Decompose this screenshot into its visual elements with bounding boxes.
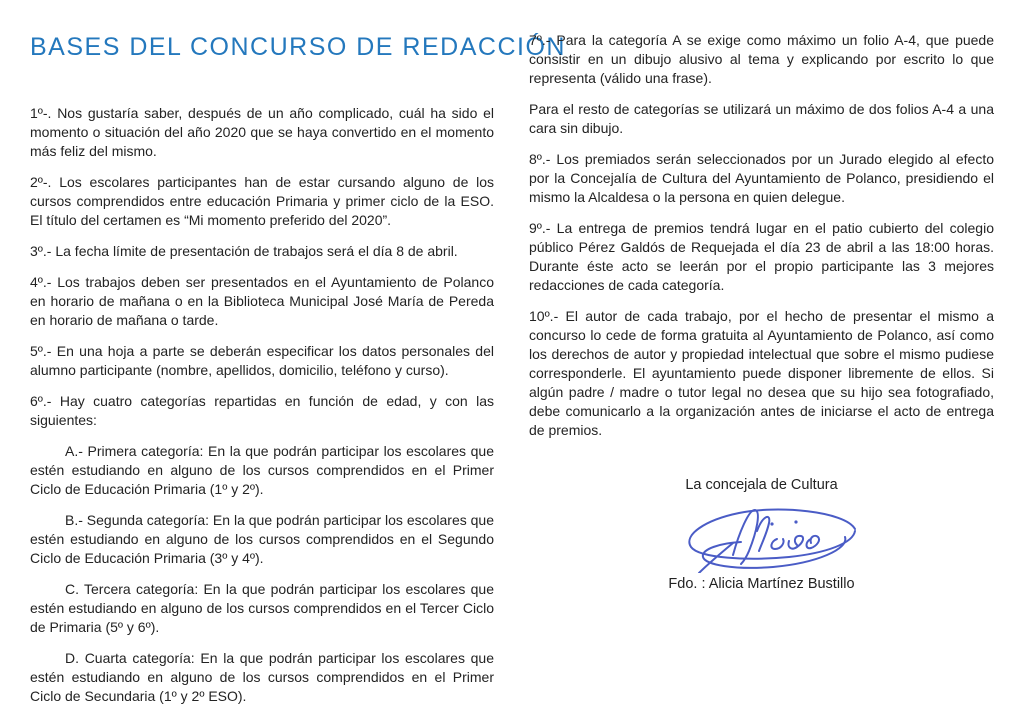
left-column	[30, 0, 566, 718]
handwritten-signature-icon	[677, 497, 867, 573]
paragraph-8: 8º.- Los premiados serán seleccionados por un Jurado elegido al efecto por la Concejalía de Cultura del Ayuntamiento de Polanco, presidiendo el mismo la Alcaldesa o la persona en quien delegue.	[529, 151, 994, 205]
paragraph-1: 1º-. Nos gustaría saber, después de un año complicado, cuál ha sido el momento o situación del año 2020 que se haya convertido en el momento más feliz del mismo.	[30, 105, 494, 159]
category-item-d: D. Cuarta categoría: En la que podrán participar los escolares que estén estudiando en alguno de los cursos comprendidos en el Primer Ciclo de Secundaria (1º y 2º ESO).	[30, 650, 494, 704]
signature-name: Fdo. : Alicia Martínez Bustillo	[668, 576, 855, 592]
category-item-b: B.- Segunda categoría: En la que podrán participar los escolares que estén estudiando en alguno de los cursos comprendidos en el Segundo Ciclo de Educación Primaria (3º y 4º).	[30, 512, 494, 566]
paragraph-9: 9º.- La entrega de premios tendrá lugar en el patio cubierto del colegio público Pérez Galdós de Requejada el día 23 de abril a las 18:00 horas. Durante éste acto se leerán por el propio participante las 3 mejores redacciones de cada categoría.	[529, 220, 994, 293]
paragraph-6: 6º.- Hay cuatro categorías repartidas en función de edad, y con las siguientes:	[30, 393, 494, 428]
page-title: BASES DEL CONCURSO DE REDACCIÓN	[30, 33, 566, 61]
paragraph-5: 5º.- En una hoja a parte se deberán especificar los datos personales del alumno participante (nombre, apellidos, domicilio, teléfono y curso).	[30, 343, 494, 378]
right-column	[529, 0, 994, 594]
category-item-a: A.- Primera categoría: En la que podrán participar los escolares que estén estudiando en alguno de los cursos comprendidos en el Primer Ciclo de Educación Primaria (1º y 2º).	[30, 443, 494, 497]
paragraph-7: 7º.- Para la categoría A se exige como máximo un folio A-4, que puede consistir en un dibujo alusivo al tema y explicando por escrito lo que representa (válido una frase).	[529, 32, 994, 86]
paragraph-10: 10º.- El autor de cada trabajo, por el hecho de presentar el mismo a concurso lo cede de forma gratuita al Ayuntamiento de Polanco, así como los derechos de autor y propiedad intelectual que sobre el mismo pudiese corresponderle. El ayuntamiento puede disponer libremente de ellos. Si algún padre / madre o tutor legal no desea que su hijo sea fotografiado, debe comunicarlo a la organización antes de iniciarse el acto de entrega de premios.	[529, 308, 994, 438]
paragraph-4: 4º.- Los trabajos deben ser presentados en el Ayuntamiento de Polanco en horario de mañana o en la Biblioteca Municipal José María de Pereda en horario de mañana o tarde.	[30, 274, 494, 328]
category-item-c: C. Tercera categoría: En la que podrán participar los escolares que estén estudiando en alguno de los cursos comprendidos en el Tercer Ciclo de Primaria (5º y 6º).	[30, 581, 494, 635]
paragraph-7b: Para el resto de categorías se utilizará un máximo de dos folios A-4 a una cara sin dibujo.	[529, 101, 994, 136]
signature-caption: La concejala de Cultura	[685, 477, 838, 493]
signature-block	[529, 476, 994, 594]
paragraph-3: 3º.- La fecha límite de presentación de trabajos será el día 8 de abril.	[30, 243, 458, 259]
paragraph-2: 2º-. Los escolares participantes han de estar cursando alguno de los cursos comprendidos entre educación Primaria y primer ciclo de la ESO. El título del certamen es “Mi momento preferido del 2020”.	[30, 174, 494, 228]
